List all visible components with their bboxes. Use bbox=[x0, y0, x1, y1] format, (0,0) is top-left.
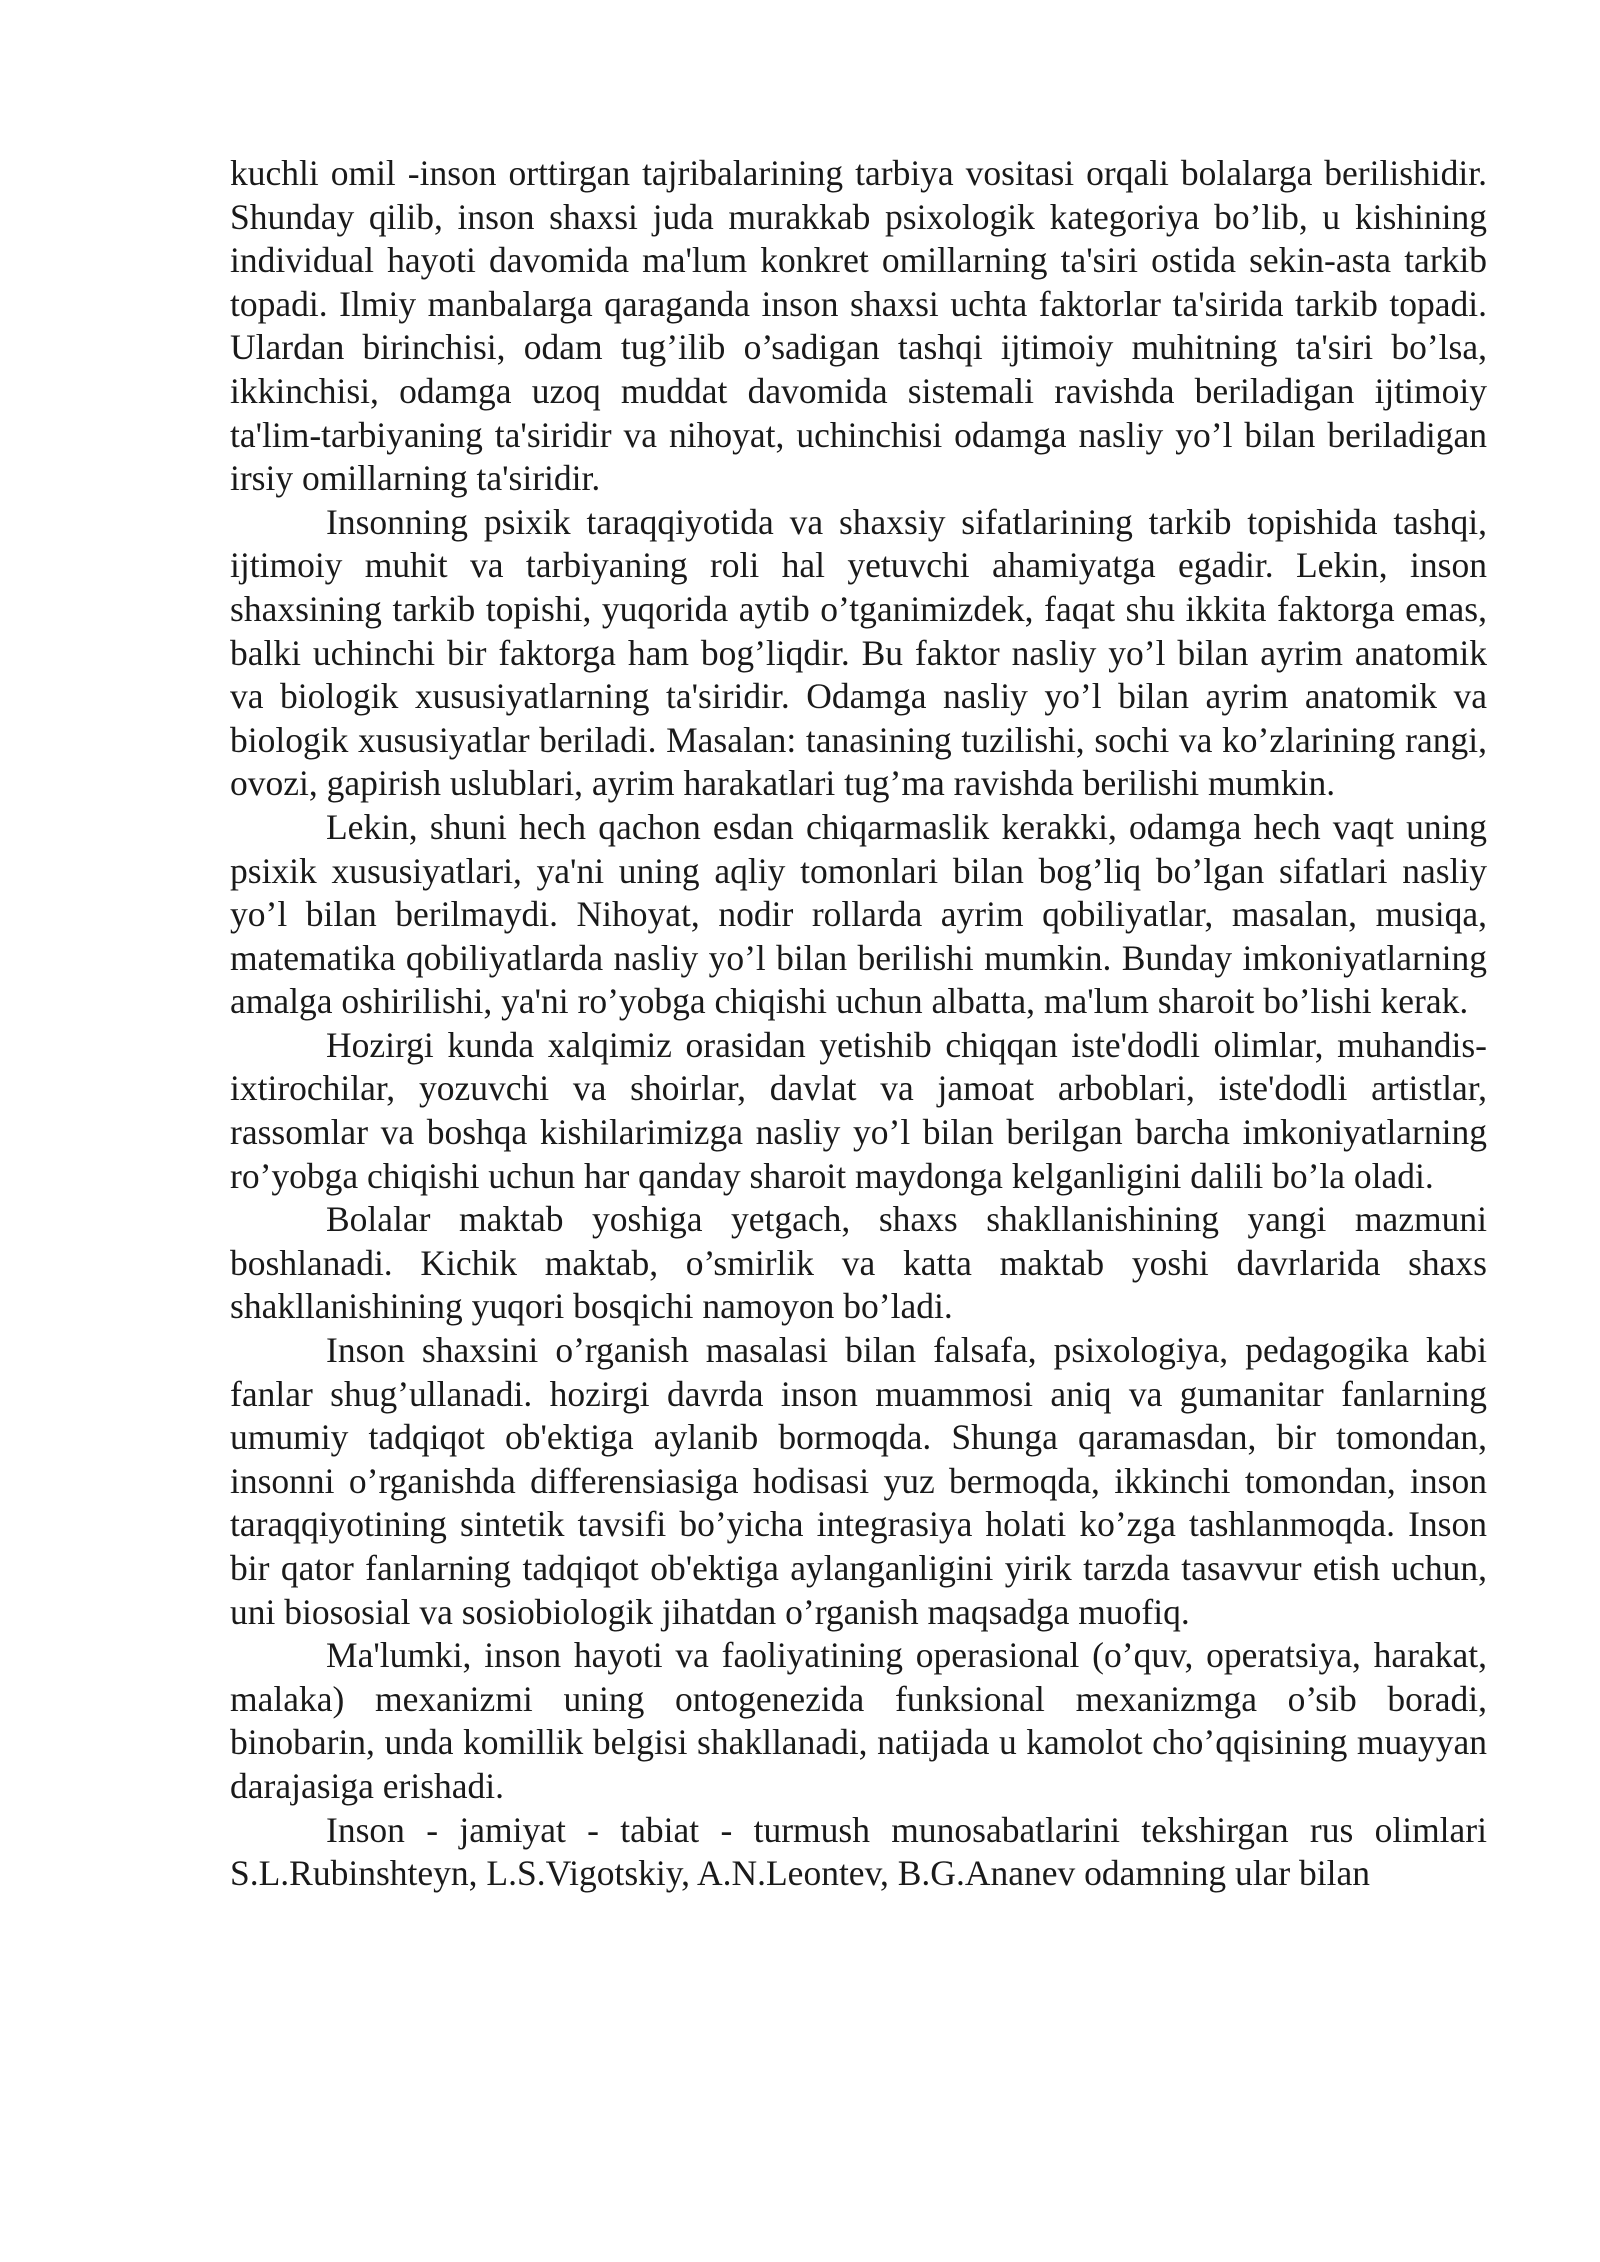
paragraph-6: Inson shaxsini o’rganish masalasi bilan falsafa, psixologiya, pedagogika kabi fanlar shug’ullanadi. hozirgi davrda inson muammosi aniq va gumanitar fanlarning umumiy tadqiqot ob'ektiga aylanib bormoqda. Shunga qaramasdan, bir tomondan, insonni o’rganishda differensiasiga hodisasi yuz bermoqda, ikkinchi tomondan, inson taraqqiyotining sintetik tavsifi bo’yicha integrasiya holati ko’zga tashlanmoqda. Inson bir qator fanlarning tadqiqot ob'ektiga aylanganligini yirik tarzda tasavvur etish uchun, uni biososial va sosiobiologik jihatdan o’rganish maqsadga muofiq. bbox=[230, 1330, 1487, 1632]
paragraph-3: Lekin, shuni hech qachon esdan chiqarmaslik kerakki, odamga hech vaqt uning psixik xususiyatlari, ya'ni uning aqliy tomonlari bilan bog’liq bo’lgan sifatlari nasliy yo’l bilan berilmaydi. Nihoyat, nodir rollarda ayrim qobiliyatlar, masalan, musiqa, matematika qobiliyatlarda nasliy yo’l bilan berilishi mumkin. Bunday imkoniyatlarning amalga oshirilishi, ya'ni ro’yobga chiqishi uchun albatta, ma'lum sharoit bo’lishi kerak. bbox=[230, 806, 1487, 1022]
paragraph-2: Insonning psixik taraqqiyotida va shaxsiy sifatlarining tarkib topishida tashqi, ijtimoiy muhit va tarbiyaning roli hal yetuvchi ahamiyatga egadir. Lekin, inson shaxsining tarkib topishi, yuqorida aytib o’tganimizdek, faqat shu ikkita faktorga emas, balki uchinchi bir faktorga ham bog’liqdir. Bu faktor nasliy yo’l bilan ayrim anatomik va biologik xususiyatlarning ta'siridir. Odamga nasliy yo’l bilan ayrim anatomik va biologik xususiyatlar beriladi. Masalan: tanasining tuzilishi, sochi va ko’zlarining rangi, ovozi, gapirish uslublari, ayrim harakatlari tug’ma ravishda berilishi mumkin. bbox=[230, 501, 1487, 804]
paragraph-7: Ma'lumki, inson hayoti va faoliyatining operasional (o’quv, operatsiya, harakat, malaka) mexanizmi uning ontogenezida funksional mexanizmga o’sib boradi, binobarin, unda komillik belgisi shakllanadi, natijada u kamolot cho’qqisining muayyan darajasiga erishadi. bbox=[230, 1635, 1487, 1806]
paragraph-4: Hozirgi kunda xalqimiz orasidan yetishib chiqqan iste'dodli olimlar, muhandis-ixtirochilar, yozuvchi va shoirlar, davlat va jamoat arboblari, iste'dodli artistlar, rassomlar va boshqa kishilarimizga nasliy yo’l bilan berilgan barcha imkoniyatlarning ro’yobga chiqishi uchun har qanday sharoit maydonga kelganligini dalili bo’la oladi. bbox=[230, 1024, 1487, 1196]
paragraph-8: Inson - jamiyat - tabiat - turmush munosabatlarini tekshirgan rus olimlari S.L.Rubinshteyn, L.S.Vigotskiy, A.N.Leontev, B.G.Ananev odamning ular bilan bbox=[230, 1809, 1487, 1894]
document-body bbox=[230, 152, 1487, 1896]
paragraph-5: Bolalar maktab yoshiga yetgach, shaxs shakllanishining yangi mazmuni boshlanadi. Kichik maktab, o’smirlik va katta maktab yoshi davrlarida shaxs shakllanishining yuqori bosqichi namoyon bo’ladi. bbox=[230, 1199, 1487, 1327]
paragraph-1: kuchli omil -inson orttirgan tajribalarining tarbiya vositasi orqali bolalarga berilishidir. Shunday qilib, inson shaxsi juda murakkab psixologik kategoriya bo’lib, u kishining individual hayoti davomida ma'lum konkret omillarning ta'siri ostida sekin-asta tarkib topadi. Ilmiy manbalarga qaraganda inson shaxsi uchta faktorlar ta'sirida tarkib topadi. Ulardan birinchisi, odam tug’ilib o’sadigan tashqi ijtimoiy muhitning ta'siri bo’lsa, ikkinchisi, odamga uzoq muddat davomida sistemali ravishda beriladigan ijtimoiy ta'lim-tarbiyaning ta'siridir va nihoyat, uchinchisi odamga nasliy yo’l bilan beriladigan irsiy omillarning ta'siridir. bbox=[230, 153, 1487, 499]
